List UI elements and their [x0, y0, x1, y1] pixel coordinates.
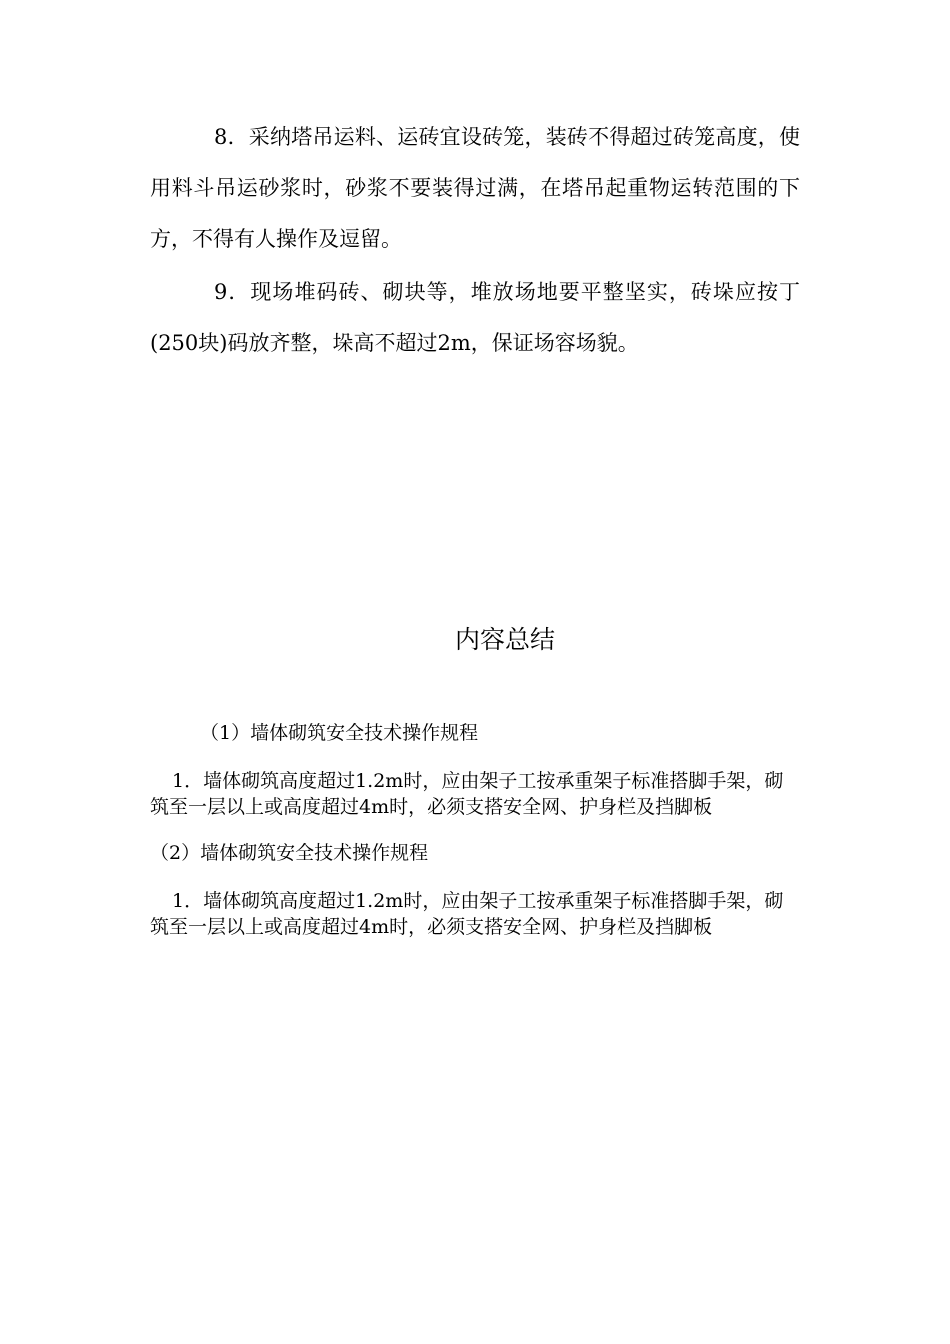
paragraph-item-9: 9．现场堆码砖、砌块等，堆放场地要平整坚实，砖垛应按丁(250块)码放齐整，垛高不超过2m，保证场容场貌。: [150, 280, 800, 355]
summary-section-2-body: 1．墙体砌筑高度超过1.2m时，应由架子工按承重架子标准搭脚手架，砌筑至一层以上或高度超过4m时，必须支搭安全网、护身栏及挡脚板: [150, 890, 784, 938]
summary-section-1-heading: （1）墙体砌筑安全技术操作规程: [200, 722, 479, 744]
summary-section-2-heading: （2）墙体砌筑安全技术操作规程: [150, 842, 429, 864]
paragraph-item-8: 8．采纳塔吊运料、运砖宜设砖笼，装砖不得超过砖笼高度，使用料斗吊运砂浆时，砂浆不要装得过满，在塔吊起重物运转范围的下方，不得有人操作及逗留。: [150, 125, 800, 251]
summary-title: 内容总结: [454, 625, 555, 654]
summary-section-1-body: 1．墙体砌筑高度超过1.2m时，应由架子工按承重架子标准搭脚手架，砌筑至一层以上或高度超过4m时，必须支搭安全网、护身栏及挡脚板: [150, 770, 784, 818]
